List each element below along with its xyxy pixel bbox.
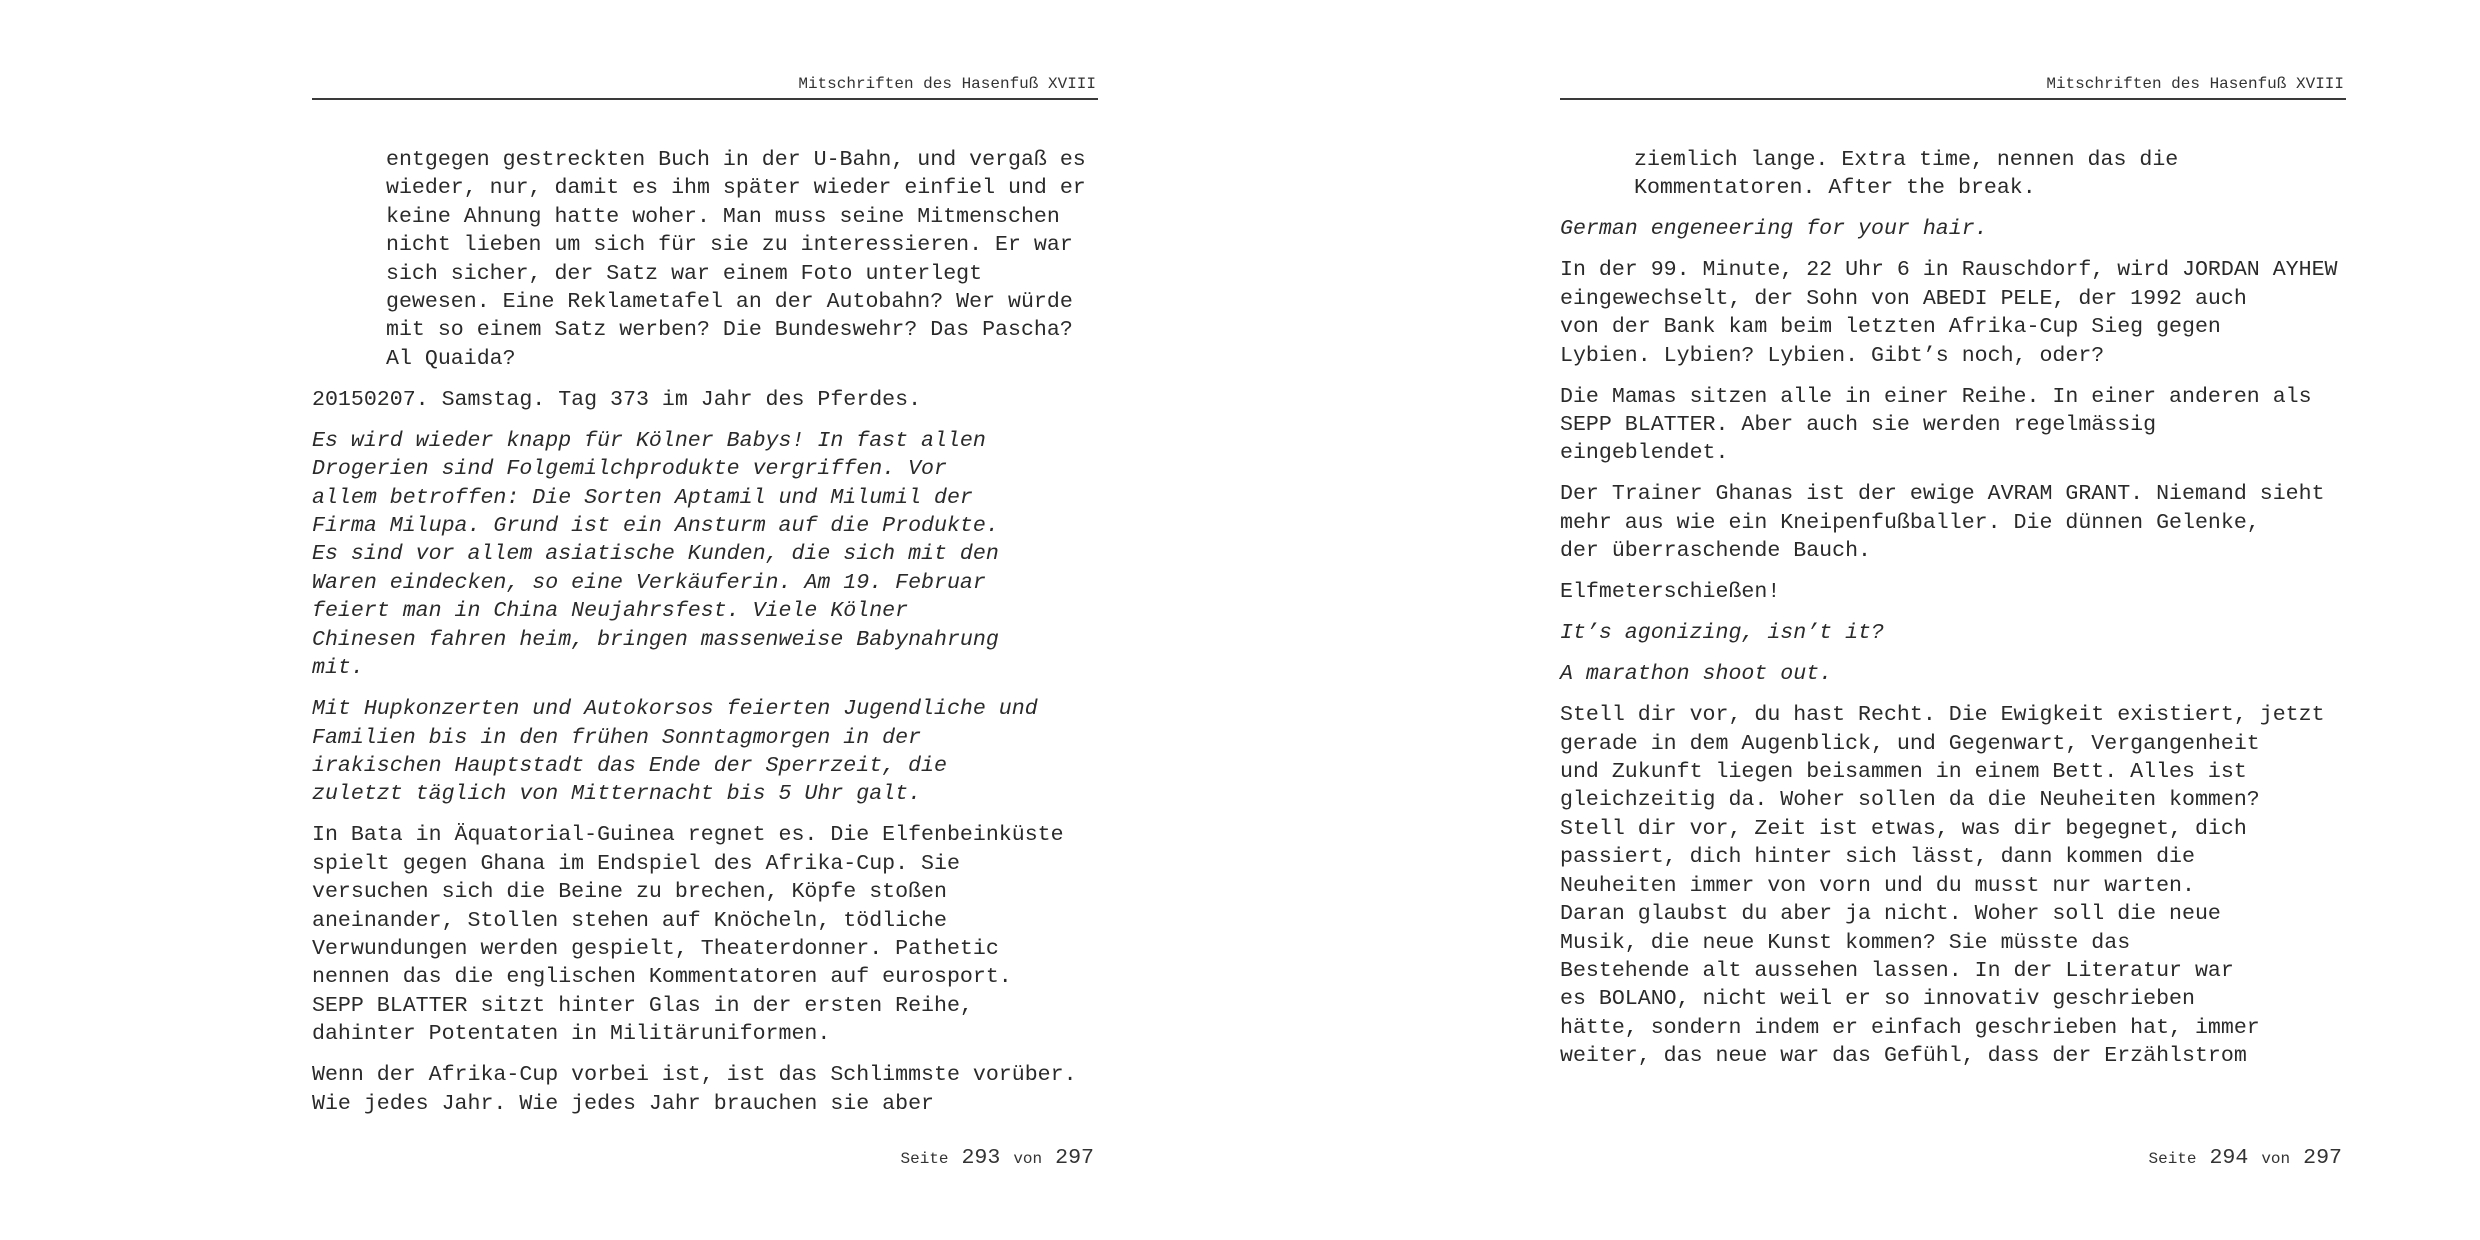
text-line: Waren eindecken, so eine Verkäuferin. Am 19. Februar [312,570,986,595]
page-total: 297 [1055,1146,1094,1170]
text-line: nennen das die englischen Kommentatoren auf eurosport. [312,965,1012,990]
paragraph [1560,480,2346,565]
text-line: Mit Hupkonzerten und Autokorsos feierten Jugendliche und [312,697,1038,722]
text-line: ziemlich lange. Extra time, nennen das die [1634,148,2179,172]
page-label-von: von [1013,1150,1043,1168]
text-line: German engeneering for your hair. [1560,217,1988,242]
text-line: es BOLANO, nicht weil er so innovativ geschrieben [1560,987,2195,1012]
text-line: spielt gegen Ghana im Endspiel des Afrika-Cup. Sie [312,851,960,876]
text-line: Drogerien sind Folgemilchprodukte vergriffen. Vor [312,457,947,482]
text-line: passiert, dich hinter sich lässt, dann kommen die [1560,845,2195,870]
text-line: aneinander, Stollen stehen auf Knöcheln, tödliche [312,908,947,933]
text-line: SEPP BLATTER sitzt hinter Glas in der ersten Reihe, [312,993,973,1018]
paragraph [1560,383,2346,468]
text-line: zuletzt täglich von Mitternacht bis 5 Uhr galt. [312,782,922,807]
text-line: dahinter Potentaten in Militäruniformen. [312,1022,831,1047]
paragraph [1560,660,2346,688]
paragraph [312,146,1098,373]
text-line: allem betroffen: Die Sorten Aptamil und Milumil der [312,485,973,510]
text-line: versuchen sich die Beine zu brechen, Köpfe stoßen [312,880,947,905]
text-line: Lybien. Lybien? Lybien. Gibt’s noch, oder? [1560,343,2105,368]
text-line: SEPP BLATTER. Aber auch sie werden regelmässig [1560,413,2157,438]
text-line: mehr aus wie ein Kneipenfußballer. Die dünnen Gelenke, [1560,510,2260,535]
text-line: Firma Milupa. Grund ist ein Ansturm auf die Produkte. [312,514,999,539]
text-line: Der Trainer Ghanas ist der ewige AVRAM GRANT. Niemand sieht [1560,482,2325,507]
text-line: von der Bank kam beim letzten Afrika-Cup Sieg gegen [1560,315,2221,340]
text-line: Wenn der Afrika-Cup vorbei ist, ist das Schlimmste vorüber. [312,1063,1077,1088]
text-line: gleichzeitig da. Woher sollen da die Neuheiten kommen? [1560,788,2260,813]
text-line: Neuheiten immer von vorn und du musst nur warten. [1560,873,2195,898]
page-total: 297 [2303,1146,2342,1170]
text-line: und Zukunft liegen beisammen in einem Bett. Alles ist [1560,760,2247,785]
text-line: mit. [312,656,364,681]
text-line: Stell dir vor, Zeit ist etwas, was dir begegnet, dich [1560,816,2247,841]
left-page [312,0,1098,1240]
text-line: Familien bis in den frühen Sonntagmorgen in der [312,725,922,750]
text-line: weiter, das neue war das Gefühl, dass der Erzählstrom [1560,1044,2247,1069]
text-line: sich sicher, der Satz war einem Foto unterlegt [386,261,983,286]
paragraph [312,695,1098,809]
text-line: In der 99. Minute, 22 Uhr 6 in Rauschdorf, wird JORDAN AYHEW [1560,258,2338,283]
paragraph [1560,146,2346,203]
text-line: Wie jedes Jahr. Wie jedes Jahr brauchen sie aber [312,1091,935,1116]
text-line: It’s agonizing, isn’t it? [1560,621,1884,646]
page-number: 294 [2209,1146,2249,1170]
text-line: Chinesen fahren heim, bringen massenweise Babynahrung [312,627,999,652]
text-line: Verwundungen werden gespielt, Theaterdonner. Pathetic [312,936,999,961]
text-line: eingeblendet. [1560,441,1729,466]
page-number: 293 [961,1146,1001,1170]
text-line: gerade in dem Augenblick, und Gegenwart, Vergangenheit [1560,731,2260,756]
running-header-title: Mitschriften des Hasenfuß XVIII [798,75,1096,93]
text-line: Musik, die neue Kunst kommen? Sie müsste das [1560,930,2131,955]
page-label-von: von [2261,1150,2291,1168]
paragraph [312,1061,1098,1118]
text-line: Daran glaubst du aber ja nicht. Woher soll die neue [1560,902,2221,927]
text-line: Bestehende alt aussehen lassen. In der Literatur war [1560,958,2234,983]
text-line: Al Quaida? [386,346,516,371]
text-line: 20150207. Samstag. Tag 373 im Jahr des Pferdes. [312,387,922,412]
right-page [1560,0,2346,1240]
page-label-seite: Seite [900,1150,949,1168]
text-line: feiert man in China Neujahrsfest. Viele Kölner [312,599,909,624]
page-number-footer [2148,1146,2342,1170]
text-line: Kommentatoren. After the break. [1634,176,2036,201]
text-line: Die Mamas sitzen alle in einer Reihe. In einer anderen als [1560,384,2312,409]
paragraph [1560,215,2346,243]
paragraph [312,386,1098,414]
text-line: der überraschende Bauch. [1560,539,1872,564]
page-number-footer [900,1146,1094,1170]
text-line: wieder, nur, damit es ihm später wieder einfiel und er [386,176,1086,201]
text-line: Elfmeterschießen! [1560,580,1781,605]
text-line: mit so einem Satz werben? Die Bundeswehr? Das Pascha? [386,318,1073,343]
text-line: entgegen gestreckten Buch in der U-Bahn, und vergaß es [386,148,1086,172]
running-header [312,74,1098,100]
text-line: In Bata in Äquatorial-Guinea regnet es. Die Elfenbeinküste [312,823,1064,848]
text-line: Es sind vor allem asiatische Kunden, die sich mit den [312,542,999,567]
paragraph [312,427,1098,683]
running-header-title: Mitschriften des Hasenfuß XVIII [2046,75,2344,93]
text-line: eingewechselt, der Sohn von ABEDI PELE, der 1992 auch [1560,286,2247,311]
paragraph [312,821,1098,1048]
running-header [1560,74,2346,100]
text-line: keine Ahnung hatte woher. Man muss seine Mitmenschen [386,204,1060,229]
page-body [312,146,1098,1131]
text-line: gewesen. Eine Reklametafel an der Autobahn? Wer würde [386,290,1073,315]
page-label-seite: Seite [2148,1150,2197,1168]
text-line: A marathon shoot out. [1560,662,1833,687]
page-body [1560,146,2346,1083]
paragraph [1560,256,2346,370]
text-line: Stell dir vor, du hast Recht. Die Ewigkeit existiert, jetzt [1560,703,2325,728]
text-line: hätte, sondern indem er einfach geschrieben hat, immer [1560,1015,2260,1040]
text-line: irakischen Hauptstadt das Ende der Sperrzeit, die [312,753,947,778]
paragraph [1560,619,2346,647]
text-line: Es wird wieder knapp für Kölner Babys! In fast allen [312,428,986,453]
paragraph [1560,578,2346,606]
text-line: nicht lieben um sich für sie zu interessieren. Er war [386,233,1073,258]
paragraph [1560,701,2346,1070]
